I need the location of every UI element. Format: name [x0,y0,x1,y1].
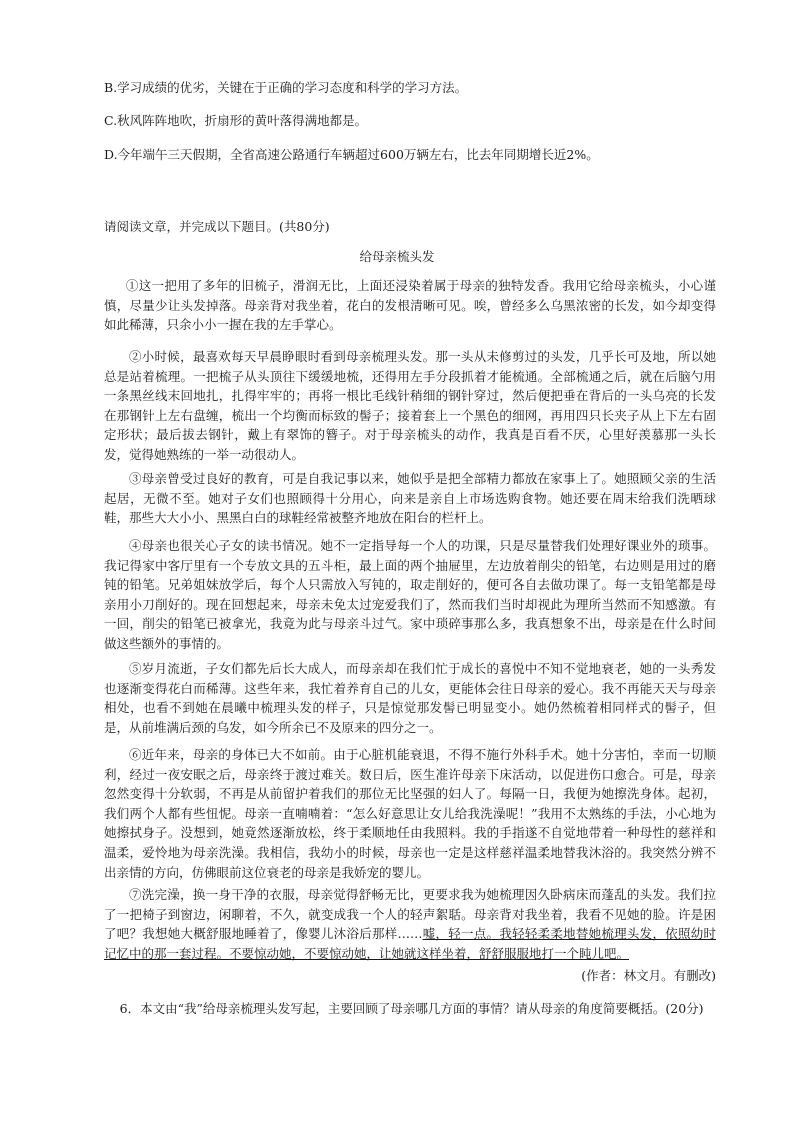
paragraph-4 [104,536,716,654]
paragraph-7-text [104,885,716,963]
paragraph-6 [104,745,716,882]
option-d: D.今年端午三天假期，全省高速公路通行车辆超过600万辆左右，比去年同期增长近2%。 [104,147,599,162]
question-6: 6．本文由“我”给母亲梳理头发写起，主要回顾了母亲哪几方面的事情？请从母亲的角度简要概括。(20分) [119,1001,704,1016]
option-b: B.学习成绩的优劣，关键在于正确的学习态度和科学的学习方法。 [104,80,468,95]
paragraph-7 [104,885,716,963]
paragraph-6-text: ⑥近年来，母亲的身体已大不如前。由于心脏机能衰退，不得不施行外科手术。她十分害怕，幸而一切顺利，经过一夜安眠之后，母亲终于渡过难关。数日后，医生准许母亲下床活动，以促进伤口愈合。可是，母亲忽然变得十分软弱，不再是从前留护着我们的那位无比坚强的妇人了。每隔一日，我便为她擦洗身体。起初，我们两个人都有些忸怩。母亲一直喃喃着：“怎么好意思让女儿给我洗澡呢！”我用不太熟练的手法，小心地为她擦拭身子。没想到，她竟然逐渐放松，终于柔顺地任由我照料。我的手指遂不自觉地带着一种母性的慈祥和温柔，爱怜地为母亲洗澡。我相信，我幼小的时候，母亲也一定是这样慈祥温柔地替我沐浴的。我突然分辨不出亲情的方向，仿佛眼前这位衰老的母亲是我娇宠的婴儿。 [104,747,716,880]
paragraph-4-text: ④母亲也很关心子女的读书情况。她不一定指导每一个人的功课，只是尽量替我们处理好课业外的琐事。我记得家中客厅里有一个专放文具的五斗柜，最上面的两个抽屉里，左边放着削尖的铅笔，右边则是用过的磨钝的铅笔。兄弟姐妹放学后，每个人只需放入写钝的，取走削好的，便可各自去做功课了。每一支铅笔都是母亲用小刀削好的。现在回想起来，母亲未免太过宠爱我们了，然而我们当时却视此为理所当然而不知感激。有一回，削尖的铅笔已被拿光，我竟为此与母亲斗过气。家中琐碎事那么多，我真想象不出，母亲是在什么时间做这些额外的事情的。 [104,538,716,651]
paragraph-2 [104,347,716,465]
underlined-sentence: 嘘，轻一点。我轻轻柔柔地替她梳理头发，依照幼时记忆中的那一套过程。不要惊动她，不要惊动她，让她就这样坐着，舒舒服服地打一个盹儿吧。 [104,926,716,961]
article-title: 给母亲梳头发 [359,249,435,264]
reading-instructions: 请阅读文章，并完成以下题目。(共80分) [104,219,330,234]
paragraph-7-text-start: ⑦洗完澡，换一身干净的衣服，母亲觉得舒畅无比，更要求我为她梳理因久卧病床而蓬乱的头发。我们拉了一把椅子到窗边，闲聊着，不久，就变成我一个人的轻声絮聒。母亲背对我坐着，我看不见她的脸。许是困了吧？我想她大概舒服地睡着了，像婴儿沐浴后那样…… [104,887,716,942]
paragraph-1-text: ①这一把用了多年的旧梳子，滑润无比，上面还浸染着属于母亲的独特发香。我用它给母亲梳头，小心谨慎，尽量少让头发掉落。母亲背对我坐着，花白的发根清晰可见。唉，曾经多么乌黑浓密的长发，如今却变得如此稀薄，只余小小一握在我的左手掌心。 [104,278,716,333]
paragraph-3 [104,469,716,528]
author-credit: (作者：林文月。有删改) [581,968,716,983]
paragraph-5-text: ⑤岁月流逝，子女们都先后长大成人，而母亲却在我们忙于成长的喜悦中不知不觉地衰老，她的一头秀发也逐渐变得花白而稀薄。这些年来，我忙着养育自己的儿女，更能体会往日母亲的爱心。我不再能天天与母亲相处，也看不到她在晨曦中梳理头发的样子，只是惊觉那发髻已明显变小。她仍然梳着相同样式的髻子，但是，从前堆满后颈的乌发，如今所余已不及原来的四分之一。 [104,661,716,735]
paragraph-1 [104,276,716,335]
paragraph-2-text: ②小时候，最喜欢每天早晨睁眼时看到母亲梳理头发。那一头从未修剪过的头发，几乎长可及地，所以她总是站着梳理。一把梳子从头顶往下缓缓地梳，还得用左手分段抓着才能梳通。全部梳通之后，就在后脑勺用一条黑丝线末回地扎，扎得牢牢的；再将一根比毛线针稍细的钢针穿过，然后便把垂在背后的一头乌亮的长发在那钢针上左右盘缠，梳出一个均衡而标致的髻子；接着套上一个黑色的细网，再用四只长夹子从上下左右固定形状；最后拔去钢针，戴上有翠饰的簪子。对于母亲梳头的动作，我真是百看不厌，心里好羡慕那一头长发，觉得她熟练的一举一动很动人。 [104,349,716,462]
option-c: C.秋风阵阵地吹，折扇形的黄叶落得满地都是。 [104,113,368,128]
paragraph-3-text: ③母亲曾受过良好的教育，可是自我记事以来，她似乎是把全部精力都放在家事上了。她照顾父亲的生活起居，无微不至。她对子女们也照顾得十分用心，向来是亲自上市场选购食物。她还要在周末给我们洗晒球鞋，那些大大小小、黑黑白白的球鞋经常被整齐地放在阳台的栏杆上。 [104,471,716,526]
paragraph-5 [104,659,716,737]
